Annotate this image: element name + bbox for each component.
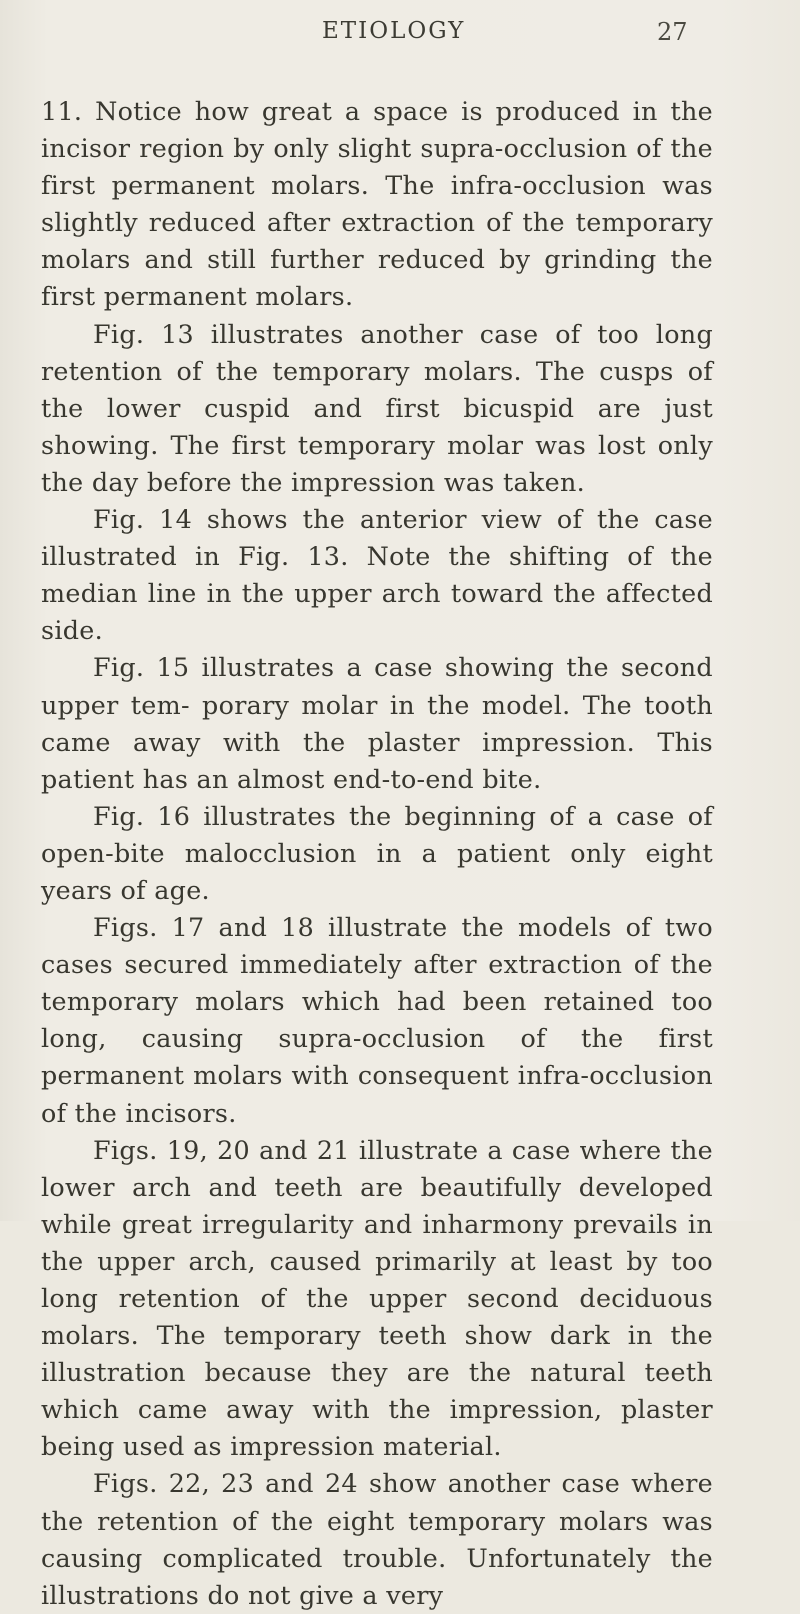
paragraph-figs-17-18: Figs. 17 and 18 illustrate the models of two cases secured immediately after extraction of the temporary molars which had been retained too long, causing supra-occlusion of the first permanent molars with consequent infra-occlusion of the incisors. bbox=[41, 912, 713, 1128]
page-number: 27 bbox=[657, 18, 688, 46]
paragraph-fig-15: Fig. 15 illustrates a case showing the second upper tem- porary molar in the model. The tooth came away with the plaster impression. This patient has an almost end-to-end bite. bbox=[41, 652, 713, 794]
paragraph-figs-19-21: Figs. 19, 20 and 21 illustrate a case where the lower arch and teeth are beautifully developed while great irregularity and inharmony prevails in the upper arch, caused primarily at least by too long retention of the upper second deciduous molars. The temporary teeth show dark in the illustration because they are the natural teeth which came away with the impression, plaster being used as impression material. bbox=[41, 1134, 713, 1462]
running-header bbox=[0, 16, 800, 56]
paragraph-fig-16: Fig. 16 illustrates the beginning of a case of open-bite malocclusion in a patient only eight years of age. bbox=[41, 800, 713, 905]
paragraph-fig-13: Fig. 13 illustrates another case of too long retention of the temporary molars. The cusps of the lower cuspid and first bicuspid are just showing. The first temporary molar was lost only the day before the impression was taken. bbox=[41, 318, 713, 497]
body-text bbox=[41, 93, 713, 1614]
paragraph-fig-14: Fig. 14 shows the anterior view of the case illustrated in Fig. 13. Note the shifting of the median line in the upper arch toward the affected side. bbox=[41, 504, 713, 646]
paragraph-fig-11: 11. Notice how great a space is produced in the incisor region by only slight supra-occlusion of the first permanent molars. The infra-occlusion was slightly reduced after extraction of the temporary molars and still further reduced by grinding the first permanent molars. bbox=[41, 96, 713, 312]
paragraph-figs-22-24: Figs. 22, 23 and 24 show another case where the retention of the eight temporary molars was causing complicated trouble. Unfortunately the illustrations do not give a very bbox=[41, 1468, 713, 1610]
running-title: ETIOLOGY bbox=[322, 18, 466, 44]
